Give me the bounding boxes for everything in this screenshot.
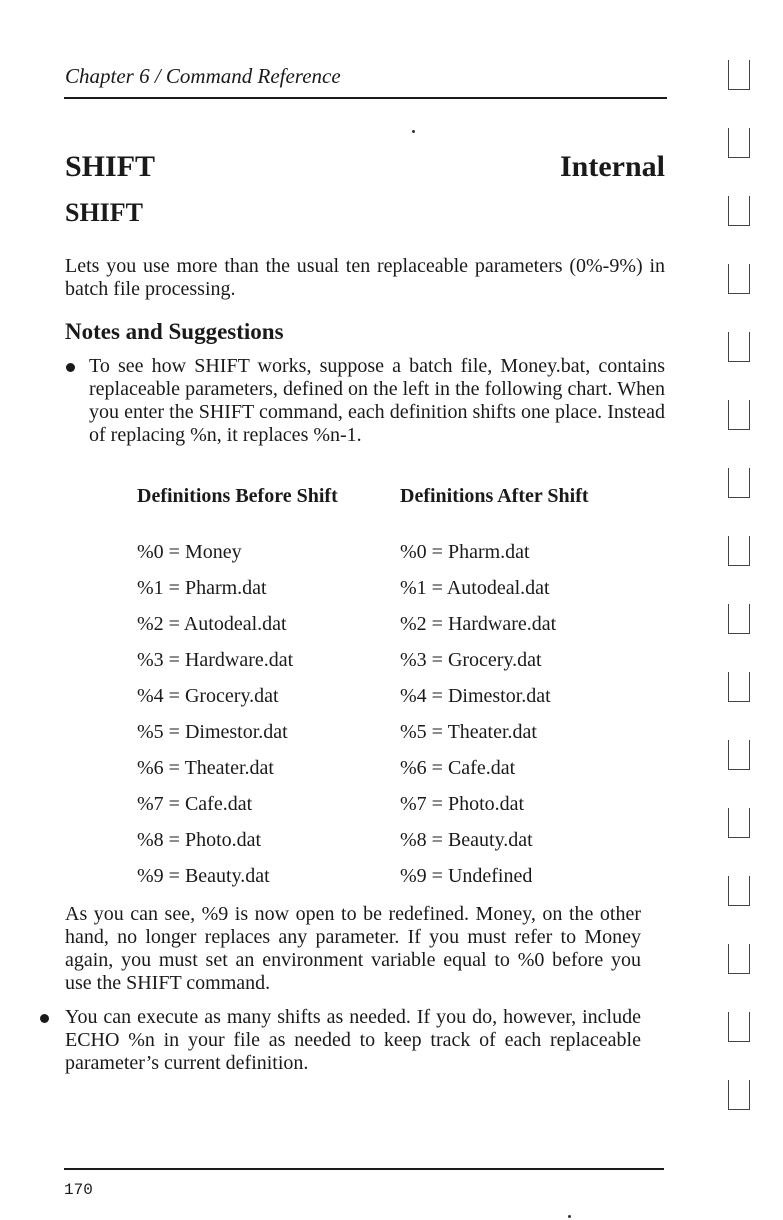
bullet1-followup: As you can see, %9 is now open to be redefined. Money, on the other hand, no longer replaces any parameter. If you must refer to Money again, you must set an environment variable equal to %0 before you use the SHIFT command. xyxy=(65,903,641,994)
definition-row: %6 = Theater.dat xyxy=(137,757,274,779)
definition-row: %5 = Dimestor.dat xyxy=(137,721,288,743)
bullet2-text: You can execute as many shifts as needed. If you do, however, include ECHO %n in your file as needed to keep track of each replaceable parameter’s current definition. xyxy=(65,1006,641,1074)
command-category: Internal xyxy=(560,150,665,183)
definition-row: %7 = Photo.dat xyxy=(400,793,525,815)
definition-row: %8 = Photo.dat xyxy=(137,829,262,851)
thumb-tab-mark xyxy=(728,128,750,158)
thumb-tab-mark xyxy=(728,808,750,838)
speck xyxy=(412,130,415,133)
command-description: Lets you use more than the usual ten replaceable parameters (0%-9%) in batch file processing. xyxy=(65,255,665,300)
thumb-tab-mark xyxy=(728,740,750,770)
thumb-tab-mark xyxy=(728,196,750,226)
bullet1-text: To see how SHIFT works, suppose a batch file, Money.bat, contains replaceable parameters, defined on the left in the following chart. When you enter the SHIFT command, each definition shifts one place. Instead of replacing %n, it replaces %n-1. xyxy=(89,355,665,446)
definition-row: %0 = Money xyxy=(137,541,242,563)
footer-rule xyxy=(64,1168,664,1170)
definition-row: %3 = Hardware.dat xyxy=(137,649,294,671)
definition-row: %2 = Hardware.dat xyxy=(400,613,557,635)
column-header-before: Definitions Before Shift xyxy=(137,485,338,507)
definition-row: %3 = Grocery.dat xyxy=(400,649,542,671)
command-syntax: SHIFT xyxy=(65,198,144,227)
running-head: Chapter 6 / Command Reference xyxy=(65,64,341,88)
page-number: 170 xyxy=(64,1181,93,1199)
column-header-after: Definitions After Shift xyxy=(400,485,589,507)
thumb-tab-mark xyxy=(728,60,750,90)
thumb-tab-mark xyxy=(728,400,750,430)
thumb-tab-mark xyxy=(728,536,750,566)
thumb-index-tabs xyxy=(728,60,758,1180)
definition-row: %0 = Pharm.dat xyxy=(400,541,530,563)
thumb-tab-mark xyxy=(728,1080,750,1110)
notes-heading: Notes and Suggestions xyxy=(65,319,284,344)
definition-row: %5 = Theater.dat xyxy=(400,721,537,743)
definition-row: %9 = Undefined xyxy=(400,865,533,887)
thumb-tab-mark xyxy=(728,944,750,974)
command-title: SHIFT xyxy=(65,150,156,183)
definition-row: %9 = Beauty.dat xyxy=(137,865,270,887)
thumb-tab-mark xyxy=(728,332,750,362)
definition-row: %4 = Grocery.dat xyxy=(137,685,279,707)
speck xyxy=(568,1215,571,1218)
header-rule xyxy=(64,97,667,99)
thumb-tab-mark xyxy=(728,468,750,498)
definition-row: %1 = Autodeal.dat xyxy=(400,577,550,599)
thumb-tab-mark xyxy=(728,264,750,294)
definition-row: %8 = Beauty.dat xyxy=(400,829,533,851)
thumb-tab-mark xyxy=(728,1012,750,1042)
definition-row: %4 = Dimestor.dat xyxy=(400,685,551,707)
definition-row: %6 = Cafe.dat xyxy=(400,757,516,779)
thumb-tab-mark xyxy=(728,876,750,906)
definition-row: %2 = Autodeal.dat xyxy=(137,613,287,635)
definition-row: %1 = Pharm.dat xyxy=(137,577,267,599)
bullet-icon xyxy=(66,363,75,372)
bullet-icon xyxy=(40,1014,49,1023)
definition-row: %7 = Cafe.dat xyxy=(137,793,253,815)
thumb-tab-mark xyxy=(728,604,750,634)
thumb-tab-mark xyxy=(728,672,750,702)
